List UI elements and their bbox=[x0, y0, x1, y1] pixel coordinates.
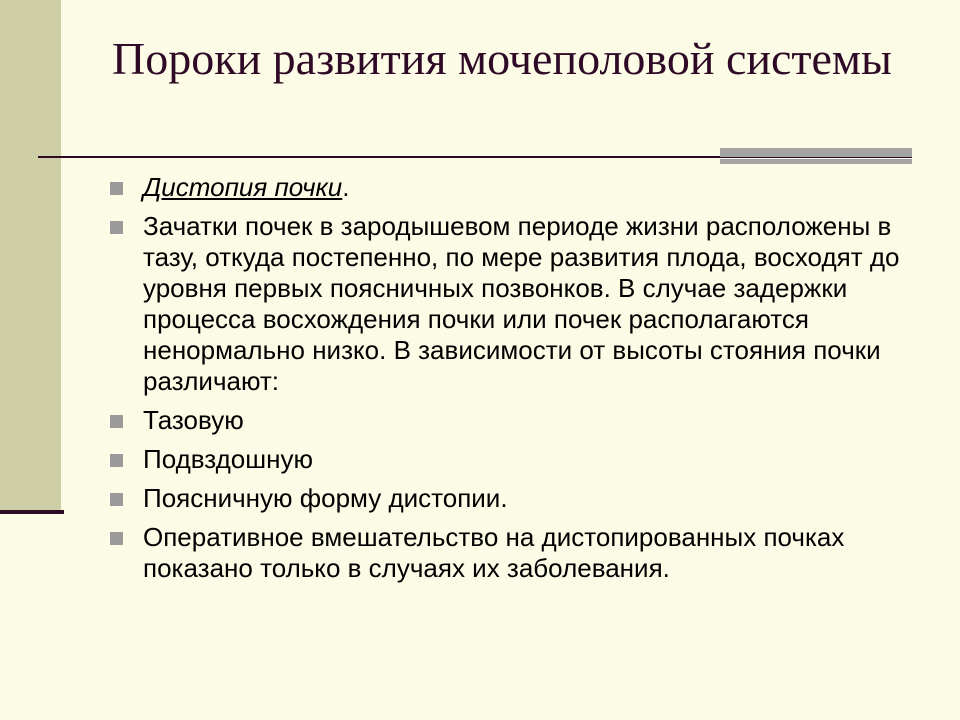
list-item bbox=[110, 405, 910, 436]
list-item-suffix: . bbox=[342, 172, 350, 202]
decorative-side-bar bbox=[0, 0, 61, 510]
decorative-side-line bbox=[0, 510, 64, 514]
list-item bbox=[110, 522, 910, 584]
list-item-text: Дистопия почки bbox=[143, 172, 343, 202]
list-item bbox=[110, 211, 910, 397]
square-bullet-icon bbox=[110, 532, 123, 545]
square-bullet-icon bbox=[110, 454, 123, 467]
square-bullet-icon bbox=[110, 493, 123, 506]
square-bullet-icon bbox=[110, 415, 123, 428]
bullet-list bbox=[110, 172, 910, 592]
title-accent-bar-lower bbox=[720, 159, 912, 164]
title-accent-bar bbox=[720, 148, 912, 157]
list-item-text: Зачатки почек в зародышевом периоде жизни расположены в тазу, откуда постепенно, по мере развития плода, восходят до уровня первых поясничных позвонков. В случае задержки процесса восхождения почки или почек располагаются ненормально низко. В зависимости от высоты стояния почки различают: bbox=[143, 211, 900, 396]
list-item-text: Тазовую bbox=[143, 405, 244, 435]
list-item bbox=[110, 483, 910, 514]
list-item-text: Поясничную форму дистопии. bbox=[143, 483, 508, 513]
square-bullet-icon bbox=[110, 182, 123, 195]
slide-title: Пороки развития мочеполовой системы bbox=[112, 33, 892, 84]
list-item-text: Подвздошную bbox=[143, 444, 313, 474]
square-bullet-icon bbox=[110, 221, 123, 234]
list-item bbox=[110, 444, 910, 475]
list-item bbox=[110, 172, 910, 203]
list-item-text: Оперативное вмешательство на дистопированных почках показано только в случаях их заболевания. bbox=[143, 522, 845, 583]
